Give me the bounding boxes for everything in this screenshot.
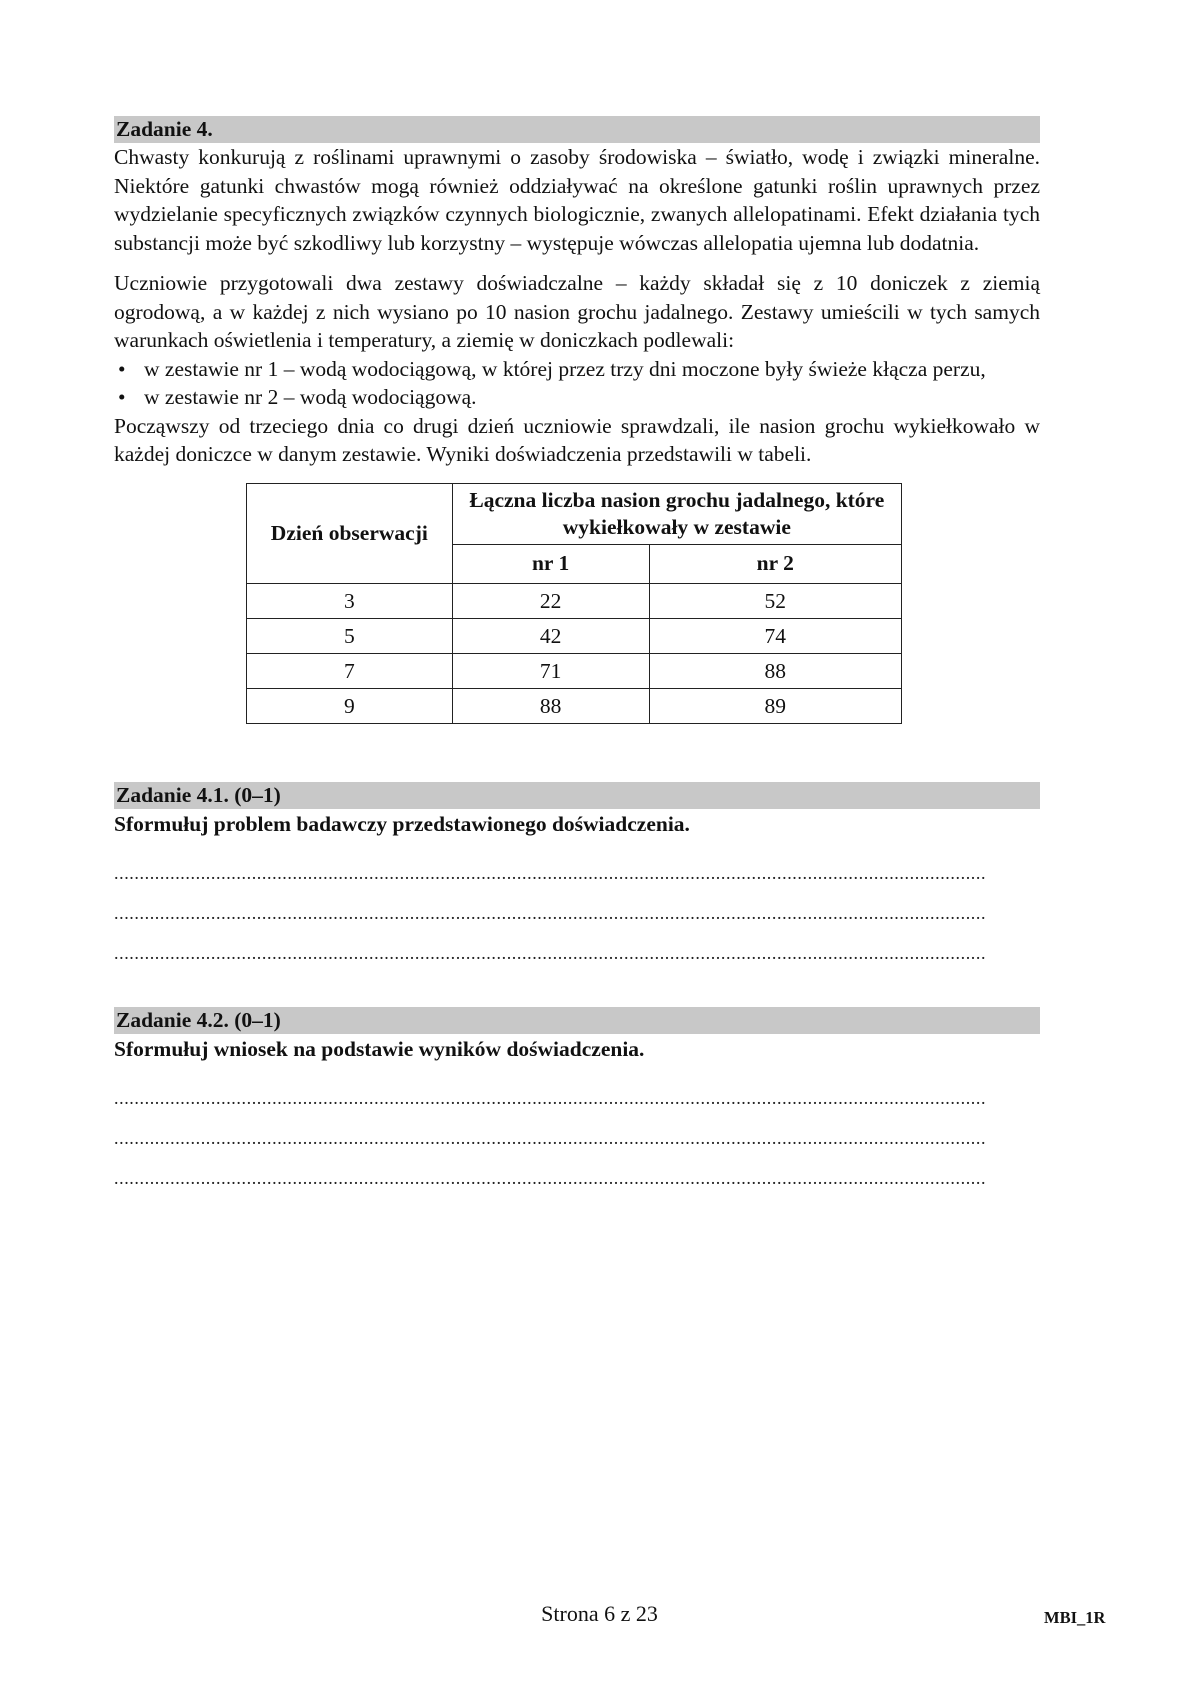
answer-line[interactable]: ........................................................................................................................................................................... (114, 1167, 987, 1188)
header-set-2: nr 2 (649, 544, 901, 583)
results-table (246, 483, 902, 724)
header-group: Łączna liczba nasion grochu jadalnego, które wykiełkowały w zestawie (452, 483, 901, 544)
task-4-setup: Uczniowie przygotowali dwa zestawy doświadczalne – każdy składał się z 10 doniczek z ziemią ogrodową, a w każdej z nich wysiano po 10 nasion grochu jadalnego. Zestawy umieścili w tych samych warunkach oświetlenia i temperatury, a ziemię w doniczkach podlewali: (114, 271, 1040, 352)
answer-line[interactable]: ........................................................................................................................................................................... (114, 1087, 987, 1108)
answer-line[interactable]: ........................................................................................................................................................................... (114, 942, 987, 963)
task-4-1-heading: Zadanie 4.1. (0–1) (114, 782, 1040, 809)
table-row: 5 42 74 (247, 618, 902, 653)
task-4-1-question: Sformułuj problem badawczy przedstawionego doświadczenia. (114, 811, 690, 836)
task-4-2-heading: Zadanie 4.2. (0–1) (114, 1007, 1040, 1034)
table-row: 7 71 88 (247, 653, 902, 688)
task-4-intro: Chwasty konkurują z roślinami uprawnymi o zasoby środowiska – światło, wodę i związki mineralne. Niektóre gatunki chwastów mogą również oddziaływać na określone gatunki roślin uprawnych przez wydzielanie specyficznych związków czynnych biologicznie, zwanych allelopatinami. Efekt działania tych substancji może być szkodliwy lub korzystny – występuje wówczas allelopatia ujemna lub dodatnia. (114, 145, 1040, 255)
exam-code: MBI_1R (1044, 1608, 1106, 1627)
answer-line[interactable]: ........................................................................................................................................................................... (114, 1127, 987, 1148)
list-item: • w zestawie nr 1 – wodą wodociągową, w której przez trzy dni moczone były świeże kłącza perzu, (114, 355, 1040, 384)
table-row: 9 88 89 (247, 688, 902, 723)
page-number: Strona 6 z 23 (541, 1601, 658, 1626)
bullet-icon: • (118, 356, 126, 381)
task-4-2-question: Sformułuj wniosek na podstawie wyników doświadczenia. (114, 1036, 645, 1061)
list-item: • w zestawie nr 2 – wodą wodociągową. (114, 383, 1040, 412)
exam-page (114, 116, 1040, 1198)
header-day: Dzień obserwacji (247, 483, 453, 583)
task-4-heading: Zadanie 4. (114, 116, 1040, 143)
table-row: 3 22 52 (247, 583, 902, 618)
bullet-icon: • (118, 385, 126, 409)
conditions-list (114, 355, 1040, 412)
answer-line[interactable]: ........................................................................................................................................................................... (114, 862, 987, 883)
header-set-1: nr 1 (452, 544, 649, 583)
answer-line[interactable]: ........................................................................................................................................................................... (114, 902, 987, 923)
task-4-results: Począwszy od trzeciego dnia co drugi dzień uczniowie sprawdzali, ile nasion grochu wykiełkowało w każdej doniczce w danym zestawie. Wyniki doświadczenia przedstawili w tabeli. (114, 413, 1040, 466)
